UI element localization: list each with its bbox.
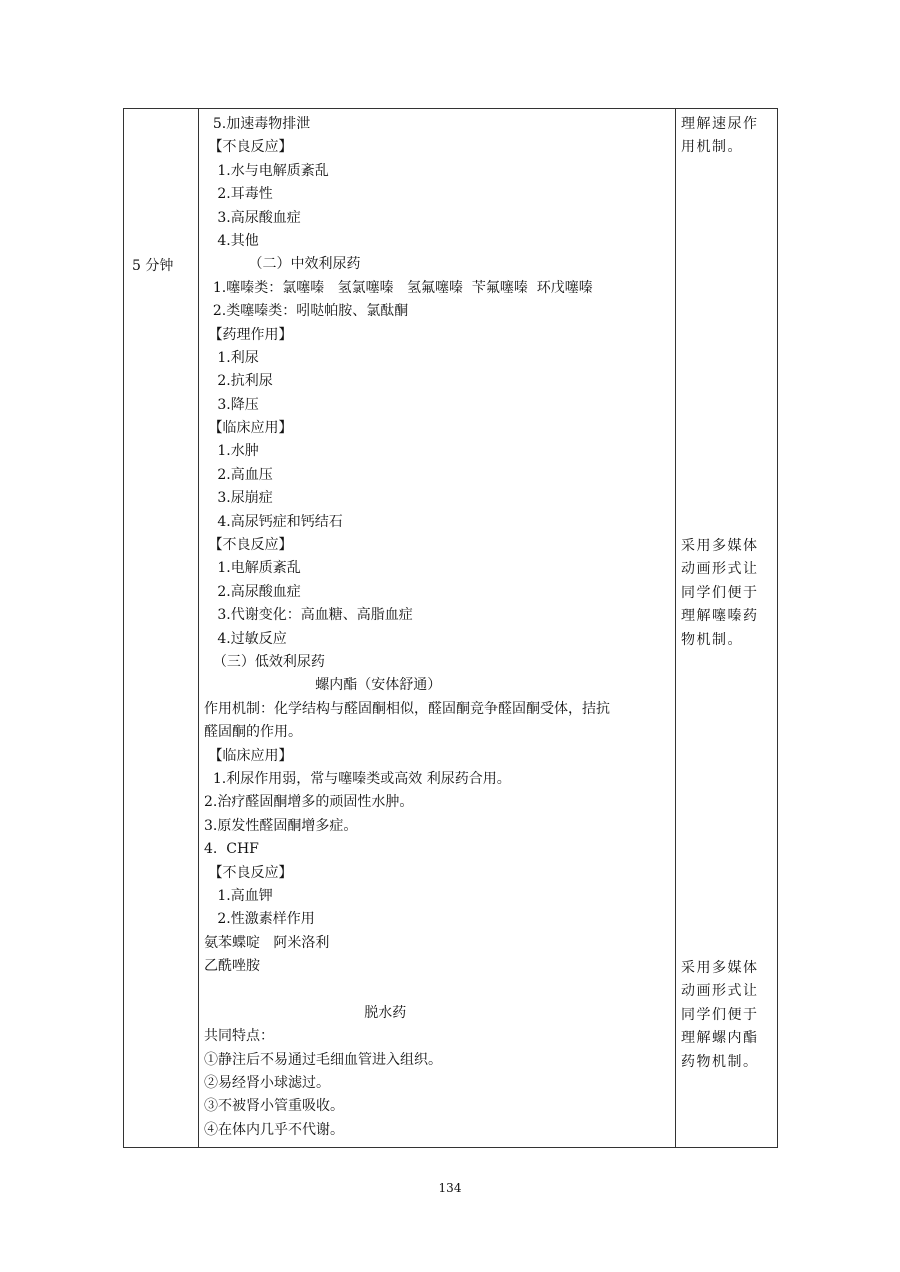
content-line: 4.高尿钙症和钙结石: [204, 513, 343, 530]
content-line: 1.利尿作用弱，常与噻嗪类或高效 利尿药合用。: [204, 770, 511, 787]
content-line: ③不被肾小管重吸收。: [204, 1098, 344, 1115]
content-line: 1.噻嗪类：氯噻嗪 氢氯噻嗪 氢氟噻嗪 苄氟噻嗪 环戊噻嗪: [204, 279, 593, 296]
content-line: （二）中效利尿药: [204, 256, 361, 273]
content-line: 2.耳毒性: [204, 186, 273, 203]
content-line: 3.代谢变化：高血糖、高脂血症: [204, 607, 413, 624]
content-line: 2.抗利尿: [204, 373, 273, 390]
content-line: 1.水肿: [204, 443, 259, 460]
content-line: 【临床应用】: [204, 420, 293, 437]
content-line: 3.高尿酸血症: [204, 209, 301, 226]
note-2: 采用多媒体 动画形式让 同学们便于 理解噻嗪药 物机制。: [681, 538, 759, 648]
content-line: （三）低效利尿药: [204, 653, 325, 670]
content-line: 【药理作用】: [204, 326, 293, 343]
content-line: 4. CHF: [204, 841, 259, 858]
content-line: 脱水药: [204, 1004, 407, 1021]
content-line: 3.尿崩症: [204, 490, 273, 507]
content-line: 2.类噻嗪类：吲哒帕胺、氯酞酮: [204, 303, 409, 320]
content-line: 1.电解质紊乱: [204, 560, 301, 577]
content-line: 【临床应用】: [204, 747, 293, 764]
lesson-table: [123, 108, 778, 1148]
content-line: 【不良反应】: [204, 537, 293, 554]
teaching-content: [204, 113, 674, 1142]
note-3: 采用多媒体 动画形式让 同学们便于 理解螺内酯 药物机制。: [681, 960, 759, 1070]
column-divider: [198, 109, 199, 1147]
content-line: 2.治疗醛固酮增多的顽固性水肿。: [204, 794, 414, 811]
content-line: 【不良反应】: [204, 139, 293, 156]
content-line: 5.加速毒物排泄: [204, 116, 311, 132]
content-line: 3.原发性醛固酮增多症。: [204, 817, 358, 834]
content-line: 螺内酯（安体舒通）: [204, 677, 442, 694]
note-1: 理解速尿作 用机制。: [681, 116, 759, 156]
content-line: 醛固酮的作用。: [204, 724, 302, 741]
content-line: 2.性激素样作用: [204, 911, 315, 928]
content-line: 【不良反应】: [204, 864, 293, 881]
content-line: 乙酰唑胺: [204, 958, 260, 975]
content-line: 作用机制：化学结构与醛固酮相似，醛固酮竞争醛固酮受体，拮抗: [204, 700, 610, 717]
time-cell: 5 分钟: [132, 258, 174, 274]
content-line: 1.高血钾: [204, 887, 273, 904]
content-line: 4.其他: [204, 232, 259, 249]
content-line: 氨苯蝶啶 阿米洛利: [204, 934, 330, 951]
content-line: 4.过敏反应: [204, 630, 287, 647]
content-line: ④在体内几乎不代谢。: [204, 1121, 344, 1138]
content-line: [204, 978, 674, 1001]
content-line: 共同特点：: [204, 1028, 274, 1045]
content-line: 1.水与电解质紊乱: [204, 162, 329, 179]
page-number: 134: [438, 1181, 462, 1195]
content-line: ①静注后不易通过毛细血管进入组织。: [204, 1051, 442, 1068]
content-line: 1.利尿: [204, 349, 259, 366]
content-line: 3.降压: [204, 396, 259, 413]
column-divider: [675, 109, 676, 1147]
content-line: 2.高血压: [204, 466, 273, 483]
content-line: 2.高尿酸血症: [204, 583, 301, 600]
content-line: ②易经肾小球滤过。: [204, 1075, 330, 1092]
